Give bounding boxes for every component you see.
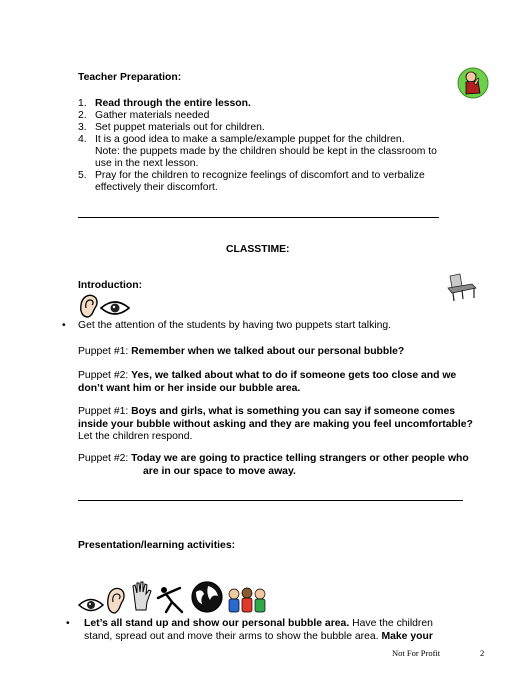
divider xyxy=(78,217,439,218)
speaker-label: Puppet #2: xyxy=(78,453,132,464)
intro-bullet-text: Get the attention of the students by having two puppets start talking. xyxy=(78,320,392,331)
page-number: 2 xyxy=(480,648,485,658)
school-desk-icon xyxy=(444,272,478,302)
classtime-heading: CLASSTIME: xyxy=(226,244,290,255)
list-item: Read through the entire lesson. xyxy=(95,98,251,109)
footer-text: Not For Profit xyxy=(392,648,441,658)
dialogue-text: Today we are going to practice telling strangers or other people who xyxy=(131,453,469,464)
presentation-heading: Presentation/learning activities: xyxy=(78,540,236,551)
dialogue-continuation: inside your bubble without asking and they are making you feel uncomfortable? xyxy=(78,418,473,430)
dialogue-note: Let the children respond. xyxy=(78,431,193,442)
dialogue-line xyxy=(78,406,473,444)
list-item: Set puppet materials out for children. xyxy=(95,122,265,133)
list-number: 1. xyxy=(78,98,87,109)
list-item: It is a good idea to make a sample/example puppet for the children. xyxy=(95,134,405,145)
activity-icons xyxy=(78,580,268,616)
bullet-glyph: • xyxy=(62,320,66,331)
divider xyxy=(78,500,463,501)
list-number: 5. xyxy=(78,170,87,181)
speaker-label: Puppet #2: xyxy=(78,370,132,381)
hand-icon xyxy=(130,580,154,612)
stretching-person-icon xyxy=(156,584,188,614)
globe-icon xyxy=(190,580,224,614)
list-item-continuation: effectively their discomfort. xyxy=(95,182,218,193)
dialogue-text: Remember when we talked about our personal bubble? xyxy=(131,346,405,357)
bullet-bold-text-line2: Make your xyxy=(381,630,433,642)
list-item: Gather materials needed xyxy=(95,110,210,121)
dialogue-line xyxy=(78,370,456,395)
bullet-bold-text: Let’s all stand up and show our personal bubble area. xyxy=(84,618,350,629)
presentation-bullet-text xyxy=(84,618,433,643)
ear-icon xyxy=(106,586,126,614)
dialogue-line xyxy=(78,453,469,478)
list-number: 2. xyxy=(78,110,87,121)
dialogue-continuation: don’t want him or her inside our bubble area. xyxy=(78,382,301,394)
list-number: 4. xyxy=(78,134,87,145)
introduction-heading: Introduction: xyxy=(78,280,143,291)
bullet-text-line2: stand, spread out and move their arms to show the bubble area. xyxy=(84,630,382,642)
bullet-glyph: • xyxy=(66,618,70,629)
eye-icon xyxy=(78,598,104,612)
list-number: 3. xyxy=(78,122,87,133)
eye-icon xyxy=(100,300,130,316)
praying-child-icon xyxy=(456,66,490,100)
children-group-icon xyxy=(226,586,268,614)
bullet-text: Have the children xyxy=(349,618,433,629)
speaker-label: Puppet #1: xyxy=(78,346,132,357)
dialogue-line xyxy=(78,346,404,359)
list-item-continuation: Note: the puppets made by the children should be kept in the classroom to xyxy=(95,146,437,157)
dialogue-continuation: are in our space to move away. xyxy=(143,465,296,477)
dialogue-text: Yes, we talked about what to do if someone gets too close and we xyxy=(131,370,457,381)
dialogue-text: Boys and girls, what is something you can say if someone comes xyxy=(131,406,456,417)
teacher-prep-heading: Teacher Preparation: xyxy=(78,72,182,83)
speaker-label: Puppet #1: xyxy=(78,406,132,417)
list-item: Pray for the children to recognize feelings of discomfort and to verbalize xyxy=(95,170,425,181)
list-item-continuation: use in the next lesson. xyxy=(95,158,199,169)
